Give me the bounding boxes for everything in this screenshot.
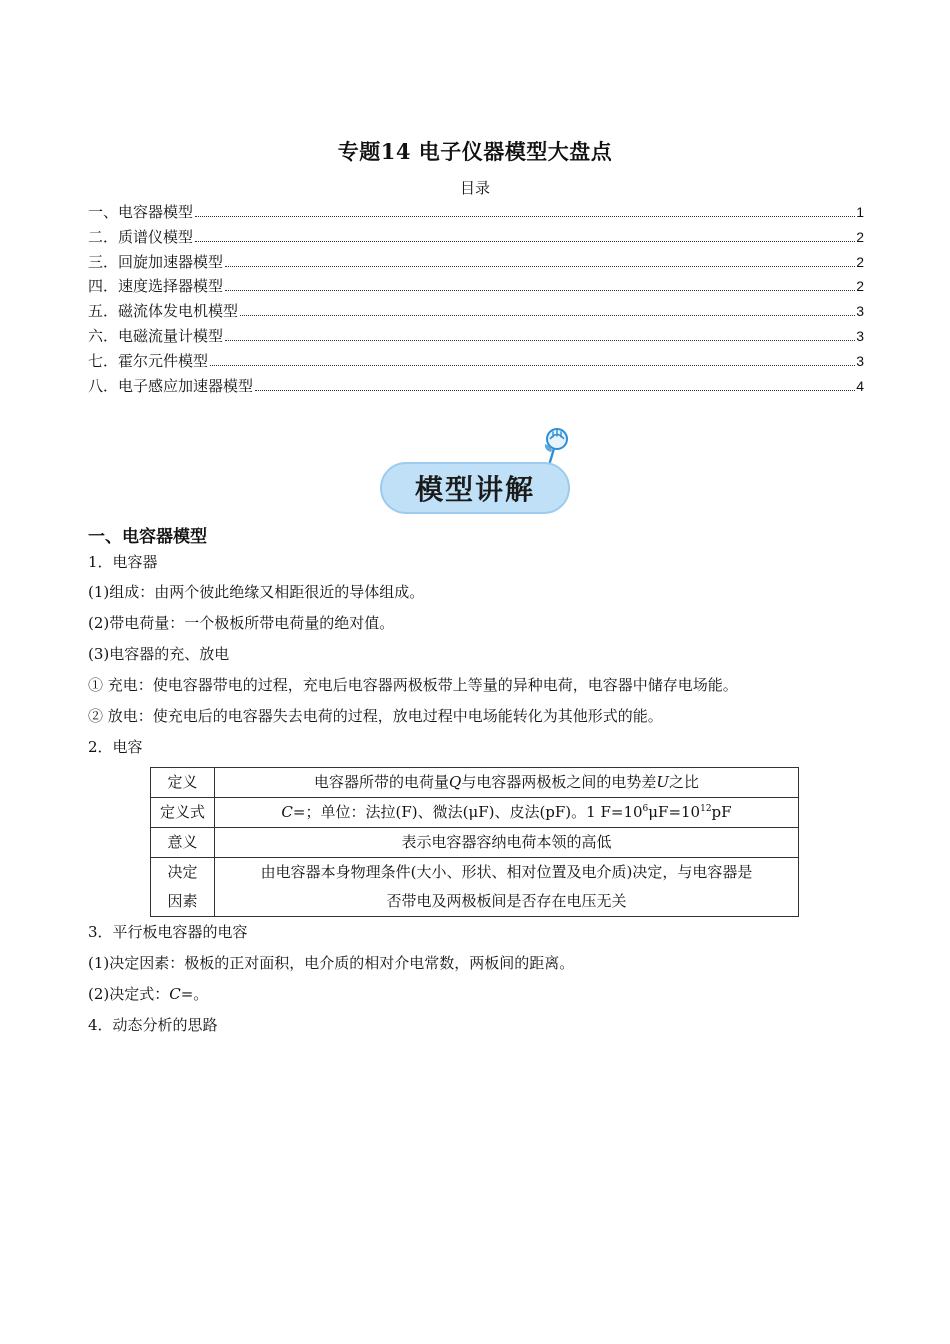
toc-leader bbox=[225, 266, 855, 267]
text-run: μF=10 bbox=[648, 803, 701, 821]
table-row bbox=[151, 798, 799, 828]
subheading: 4．动态分析的思路 bbox=[88, 1016, 218, 1034]
toc-item-page: 2 bbox=[856, 253, 864, 270]
toc-leader bbox=[210, 365, 855, 366]
table-value bbox=[215, 858, 799, 917]
toc-item-label: 六．电磁流量计模型 bbox=[88, 326, 224, 345]
text-run: 与电容器两极板之间的电势差 bbox=[461, 773, 657, 791]
toc-item-page: 3 bbox=[856, 352, 864, 369]
text-run: =。 bbox=[180, 985, 209, 1003]
symbol-u: U bbox=[656, 773, 669, 791]
section-heading: 一、电容器模型 bbox=[88, 527, 207, 547]
toc-item-page: 2 bbox=[856, 278, 864, 295]
subheading: 1．电容器 bbox=[88, 553, 158, 571]
toc-item-label: 一、电容器模型 bbox=[88, 203, 194, 221]
page-title: 专题14 电子仪器模型大盘点 bbox=[337, 139, 613, 164]
paragraph: (1)决定因素：极板的正对面积，电介质的相对介电常数，两板间的距离。 bbox=[88, 954, 575, 972]
table-value bbox=[215, 798, 799, 828]
table-row bbox=[151, 768, 799, 798]
toc-leader bbox=[195, 241, 855, 242]
paragraph bbox=[88, 982, 864, 1013]
toc-leader bbox=[240, 315, 855, 316]
subheading: 3．平行板电容器的电容 bbox=[88, 923, 248, 941]
subheading: 2．电容 bbox=[88, 738, 143, 756]
value-line: 否带电及两极板间是否存在电压无关 bbox=[386, 892, 627, 910]
section-banner bbox=[378, 426, 578, 518]
toc-item-page: 3 bbox=[856, 327, 864, 344]
paragraph: ① 充电：使电容器带电的过程，充电后电容器两极板带上等量的异种电荷，电容器中储存电场能。 bbox=[88, 676, 738, 694]
toc-leader bbox=[195, 216, 855, 217]
paragraph: (3)电容器的充、放电 bbox=[88, 645, 230, 663]
exponent: 12 bbox=[700, 804, 712, 814]
key-line: 因素 bbox=[167, 892, 198, 910]
table-key: 定义 bbox=[151, 768, 215, 798]
table-key: 意义 bbox=[151, 828, 215, 858]
table-row bbox=[151, 828, 799, 858]
paragraph: ② 放电：使充电后的电容器失去电荷的过程，放电过程中电场能转化为其他形式的能。 bbox=[88, 707, 663, 725]
symbol-c: C bbox=[169, 985, 181, 1003]
toc-heading: 目录 bbox=[459, 179, 490, 197]
toc-leader bbox=[225, 290, 855, 291]
text-run: pF bbox=[711, 803, 732, 821]
toc-item-page: 3 bbox=[856, 303, 864, 320]
toc-item-label: 三．回旋加速器模型 bbox=[88, 252, 224, 271]
toc-item[interactable] bbox=[88, 251, 864, 276]
text-run: =；单位：法拉(F)、微法(μF)、皮法(pF)。1 F=10 bbox=[292, 803, 643, 821]
toc-item-label: 二．质谱仪模型 bbox=[88, 227, 194, 246]
toc-item[interactable] bbox=[88, 226, 864, 251]
capacitance-table bbox=[150, 767, 799, 917]
toc-item-page: 1 bbox=[856, 204, 864, 220]
banner-title: 模型讲解 bbox=[414, 473, 535, 506]
paragraph: (2)带电荷量：一个极板所带电荷量的绝对值。 bbox=[88, 614, 395, 632]
section-capacitor bbox=[88, 524, 864, 1044]
banner-pill bbox=[380, 462, 570, 514]
value-line: 由电容器本身物理条件(大小、形状、相对位置及电介质)决定，与电容器是 bbox=[260, 863, 753, 881]
table-row bbox=[151, 858, 799, 917]
toc-item-page: 4 bbox=[856, 377, 864, 394]
paragraph: (1)组成：由两个彼此绝缘又相距很近的导体组成。 bbox=[88, 583, 425, 601]
toc-item-label: 七．霍尔元件模型 bbox=[88, 351, 209, 370]
symbol-q: Q bbox=[449, 773, 462, 791]
toc-item-label: 八．电子感应加速器模型 bbox=[88, 376, 254, 395]
table-of-contents bbox=[88, 201, 864, 399]
table-key bbox=[151, 858, 215, 917]
toc-item[interactable] bbox=[88, 201, 864, 226]
text-run: 电容器所带的电荷量 bbox=[313, 773, 449, 791]
table-value: 表示电容器容纳电荷本领的高低 bbox=[215, 828, 799, 858]
toc-item[interactable] bbox=[88, 350, 864, 375]
toc-leader bbox=[255, 390, 855, 391]
table-value bbox=[215, 768, 799, 798]
toc-item[interactable] bbox=[88, 325, 864, 350]
key-line: 决定 bbox=[167, 863, 198, 881]
toc-item-page: 2 bbox=[856, 228, 864, 245]
text-run: 之比 bbox=[668, 773, 699, 791]
symbol-c: C bbox=[281, 803, 293, 821]
exponent: 6 bbox=[642, 804, 649, 814]
toc-leader bbox=[225, 340, 855, 341]
toc-item[interactable] bbox=[88, 300, 864, 325]
toc-item[interactable] bbox=[88, 275, 864, 300]
table-key: 定义式 bbox=[151, 798, 215, 828]
toc-item-label: 五．磁流体发电机模型 bbox=[88, 302, 239, 321]
toc-item[interactable] bbox=[88, 375, 864, 400]
toc-item-label: 四．速度选择器模型 bbox=[88, 277, 224, 296]
text-run: (2)决定式： bbox=[88, 985, 170, 1003]
